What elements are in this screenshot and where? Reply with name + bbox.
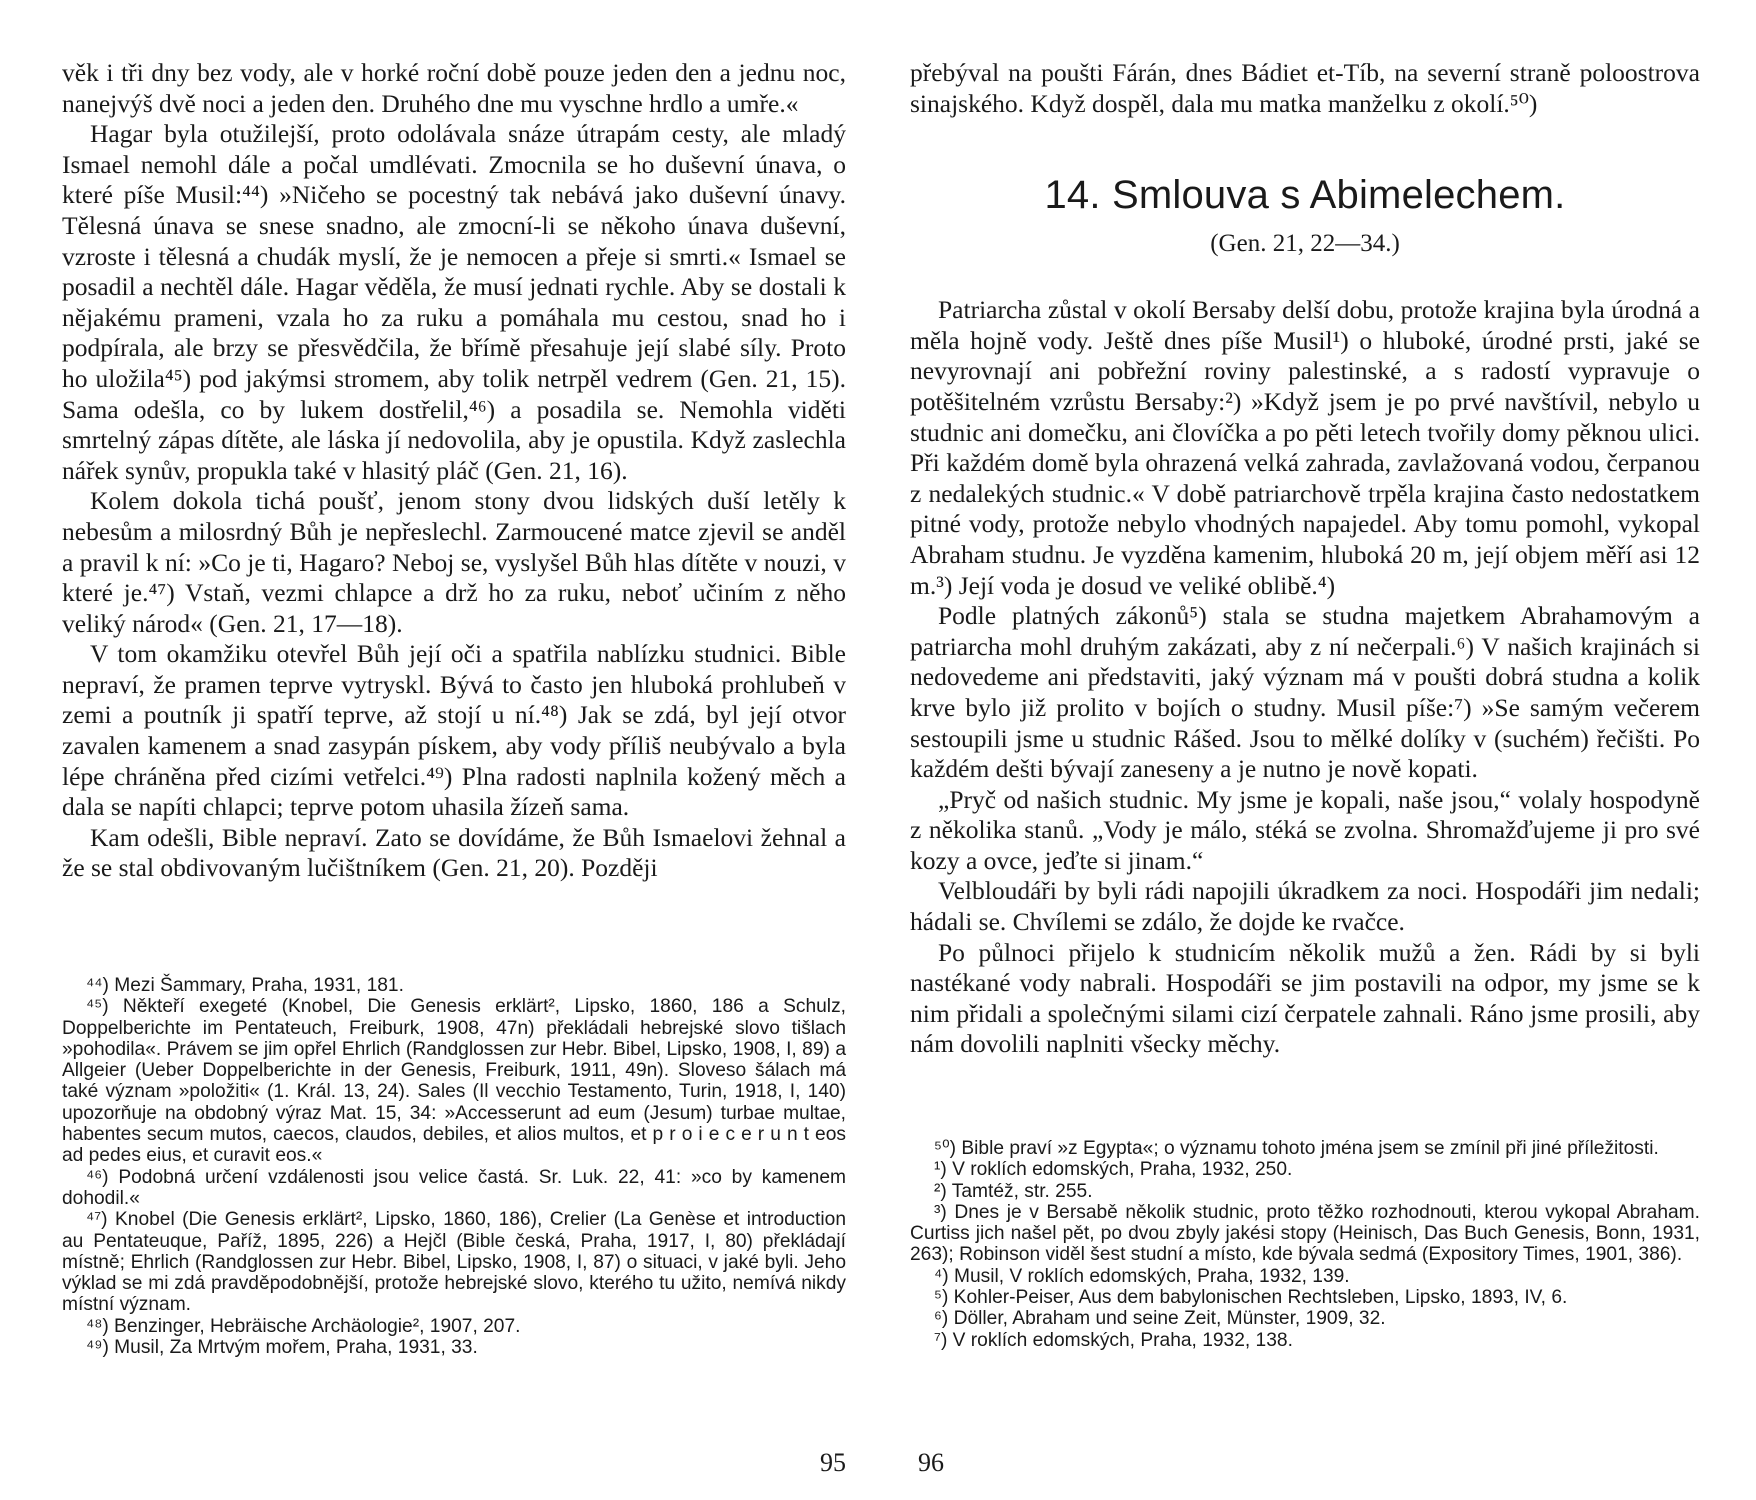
section-heading-block <box>910 169 1700 261</box>
footnote-45: ⁴⁵) Někteří exegeté (Knobel, Die Genesis erklärt², Lipsko, 1860, 186 a Schulz, Doppelberichte im Pentateuch, Freiburk, 1908, 47n) překládali hebrejské slovo tišlach »pohodila«. Právem se jim opřel Ehrlich (Randglossen zur Hebr. Bibel, Lipsko, 1908, I, 89) a Allgeier (Ueber Doppelberichte in der Genesis, Freiburk, 1911, 49n). Sloveso šálach má také význam »položiti« (1. Král. 13, 24). Sales (Il vecchio Testamento, Turin, 1918, I, 140) upozorňuje na obdobný výraz Mat. 15, 34: »Accesserunt ad eum (Jesum) turbae multae, habentes secum mutos, caecos, claudos, debiles, et alios multos, et p r o i e c e r u n t eos ad pedes eius, et curavit eos.« <box>62 996 846 1167</box>
right-paragraph-2: Podle platných zákonů⁵) stala se studna majetkem Abrahamovým a patriarcha mohl druhým zakázati, aby z ní nečerpali.⁶) V našich krajinách si nedovedeme ani představiti, jaký význam má v poušti dobrá studna a kolik krve bylo již prolito v bojích o studny. Musil píše:⁷) »Se samým večerem sestoupili jsme u studnic Rášed. Jsou to mělké dolíky v (suchém) řečišti. Po každém dešti bývají zaneseny a je nutno je nově kopati. <box>910 601 1700 784</box>
page-number-left: 95 <box>820 1448 846 1477</box>
right-paragraph-5: Po půlnoci přijelo k studnicím několik mužů a žen. Rádi by si byli nastékané vody nabrali. Hospodáři se jim postavili na odpor, my jsme se k nim přidali a společnými silami cizí čerpatele zahnali. Ráno jsme prosili, aby nám dovolili naplniti všecky měchy. <box>910 937 1700 1059</box>
left-page-body <box>62 58 846 884</box>
footnote-49: ⁴⁹) Musil, Za Mrtvým mořem, Praha, 1931, 33. <box>86 1337 478 1359</box>
right-footnotes <box>910 1138 1700 1351</box>
section-title: 14. Smlouva s Abimelechem. <box>1044 173 1566 218</box>
right-paragraph-4: Velbloudáři by byli rádi napojili úkradkem za noci. Hospodáři jim nedali; hádali se. Chvílemi se zdálo, že dojde ke rvačce. <box>910 876 1700 937</box>
left-paragraph-3: Kolem dokola tichá poušť, jenom stony dvou lidských duší letěly k nebesům a milosrdný Bůh je nepřeslechl. Zarmoucené matce zjevil se anděl a pravil k ní: »Co je ti, Hagaro? Neboj se, vyslyšel Bůh hlas dítěte v nouzi, v které je.⁴⁷) Vstaň, vezmi chlapce a drž ho za ruku, neboť učiním z něho veliký národ« (Gen. 21, 17—18). <box>62 486 846 638</box>
footnote-46: ⁴⁶) Podobná určení vzdálenosti jsou velice častá. Sr. Luk. 22, 41: »co by kamenem dohodil.« <box>62 1166 846 1209</box>
footnote-4: ⁴) Musil, V roklích edomských, Praha, 1932, 139. <box>934 1265 1350 1287</box>
footnote-1: ¹) V roklích edomských, Praha, 1932, 250. <box>934 1159 1293 1181</box>
left-footnotes <box>62 975 846 1358</box>
footnote-50: ⁵⁰) Bible praví »z Egypta«; o významu tohoto jména jsem se zmínil při jiné příležitosti. <box>934 1138 1659 1159</box>
footnote-6: ⁶) Döller, Abraham und seine Zeit, Münster, 1909, 32. <box>934 1308 1386 1330</box>
footnote-7: ⁷) V roklích edomských, Praha, 1932, 138. <box>934 1329 1293 1351</box>
right-paragraph-3: „Pryč od našich studnic. My jsme je kopali, naše jsou,“ volaly hospodyně z několika stanů. „Vody je málo, stéká se zvolna. Shromažďujeme ji pro své kozy a ovce, jeďte si jinam.“ <box>910 784 1700 875</box>
left-paragraph-5: Kam odešli, Bible nepraví. Zato se dovídáme, že Bůh Ismaelovi žehnal a že se stal obdivovaným lučištníkem (Gen. 21, 20). Později <box>62 822 846 883</box>
footnote-2: ²) Tamtéž, str. 255. <box>934 1180 1093 1202</box>
right-paragraph-1: Patriarcha zůstal v okolí Bersaby delší dobu, protože krajina byla úrodná a měla hojně vody. Ještě dnes píše Musil¹) o hluboké, úrodné prsti, jaké se nevyrovnají ani pobřežní roviny palestinské, a s radostí vypravuje o potěšitelném vzrůstu Bersaby:²) »Když jsem je po prvé navštívil, nebylo u studnic ani domečku, ani človíčka a po pěti letech tvořily domy pěknou ulici. Při každém domě byla ohrazená velká zahrada, zavlažovaná vodou, čerpanou z nedalekých studnic.« V době patriarchově trpěla krajina často nedostatkem pitné vody, protože nebylo vhodných napajedel. Aby tomu pomohl, vykopal Abraham studnu. Je vyzděna kamenim, hluboká 20 m, její objem měří asi 12 m.³) Její voda je dosud ve veliké oblibě.⁴) <box>910 295 1700 600</box>
footnote-5: ⁵) Kohler-Peiser, Aus dem babylonischen Rechtsleben, Lipsko, 1893, IV, 6. <box>934 1287 1568 1309</box>
right-page <box>910 0 1700 1500</box>
footnote-3: ³) Dnes je v Bersabě několik studnic, proto těžko rozhodnouti, kterou vykopal Abraham. Curtiss jich našel pět, po dvou zbyly jakési stopy (Heinisch, Das Buch Genesis, Bonn, 1931, 263); Robinson viděl šest studní a místo, kde bývala sedmá (Expository Times, 1901, 386). <box>910 1201 1700 1266</box>
left-paragraph-4: V tom okamžiku otevřel Bůh její oči a spatřila nablízku studnici. Bible nepraví, že pramen teprve vytryskl. Bývá to často jen hluboká prohlubeň v zemi a poutník ji spatří teprve, až stojí u ní.⁴⁸) Jak se zdá, byl její otvor zavalen kamenem a snad zasypán pískem, aby vody příliš neubývalo a byla lépe chráněna před cizími vetřelci.⁴⁹) Plna radosti naplnila kožený měch a dala se napíti chlapci; teprve potom uhasila žízeň sama. <box>62 639 846 822</box>
left-paragraph-2: Hagar byla otužilejší, proto odolávala snáze útrapám cesty, ale mladý Ismael nemohl dále a počal umdlévati. Zmocnila se ho duševní únava, o které píše Musil:⁴⁴) »Ničeho se pocestný tak nebává jako duševní únavy. Tělesná únava se snese snadno, ale zmocní-li se někoho únava duševní, vzroste i tělesná a chudák myslí, že je nemocen a přeje si smrti.« Ismael se posadil a nechtěl dále. Hagar věděla, že musí jednati rychle. Aby se dostali k nějakému prameni, vzala ho za ruku a pomáhala mu cestou, snad ho i podpírala, ale brzy se přesvědčila, že břímě přesahuje její slabé síly. Proto ho uložila⁴⁵) pod jakýmsi stromem, aby tolik netrpěl vedrem (Gen. 21, 15). Sama odešla, co by lukem dostřelil,⁴⁶) a posadila se. Nemohla viděti smrtelný zápas dítěte, ale láska jí nedovolila, aby je opustila. Když zaslechla nářek synův, propukla také v hlasitý pláč (Gen. 21, 16). <box>62 119 846 485</box>
right-page-body <box>910 58 1700 1060</box>
left-page <box>62 0 846 1500</box>
page-number-right: 96 <box>918 1448 944 1477</box>
section-body <box>910 295 1700 1060</box>
section-reference: (Gen. 21, 22—34.) <box>1210 230 1400 258</box>
footnote-48: ⁴⁸) Benzinger, Hebräische Archäologie², 1907, 207. <box>86 1315 521 1337</box>
footnote-47: ⁴⁷) Knobel (Die Genesis erklärt², Lipsko, 1860, 186), Crelier (La Genèse et introduction au Pentateuque, Paříž, 1895, 226) a Hejčl (Bible česká, Praha, 1917, I, 80) překládají místně; Ehrlich (Randglossen zur Hebr. Bibel, Lipsko, 1908, I, 87) o situaci, v jaké byli. Jeho výklad se mi zdá pravděpodobnější, protože hebrejské slovo, kterého tu užito, nemívá nikdy místní význam. <box>62 1209 846 1316</box>
left-paragraph-1: věk i tři dny bez vody, ale v horké roční době pouze jeden den a jednu noc, nanejvýš dvě noci a jeden den. Druhého dne mu vyschne hrdlo a umře.« <box>62 58 846 118</box>
right-opening-paragraph: přebýval na poušti Fárán, dnes Bádiet et-Tíb, na severní straně poloostrova sinajského. Když dospěl, dala mu matka manželku z okolí.⁵⁰) <box>910 58 1700 118</box>
footnote-44: ⁴⁴) Mezi Šammary, Praha, 1931, 181. <box>86 975 404 996</box>
